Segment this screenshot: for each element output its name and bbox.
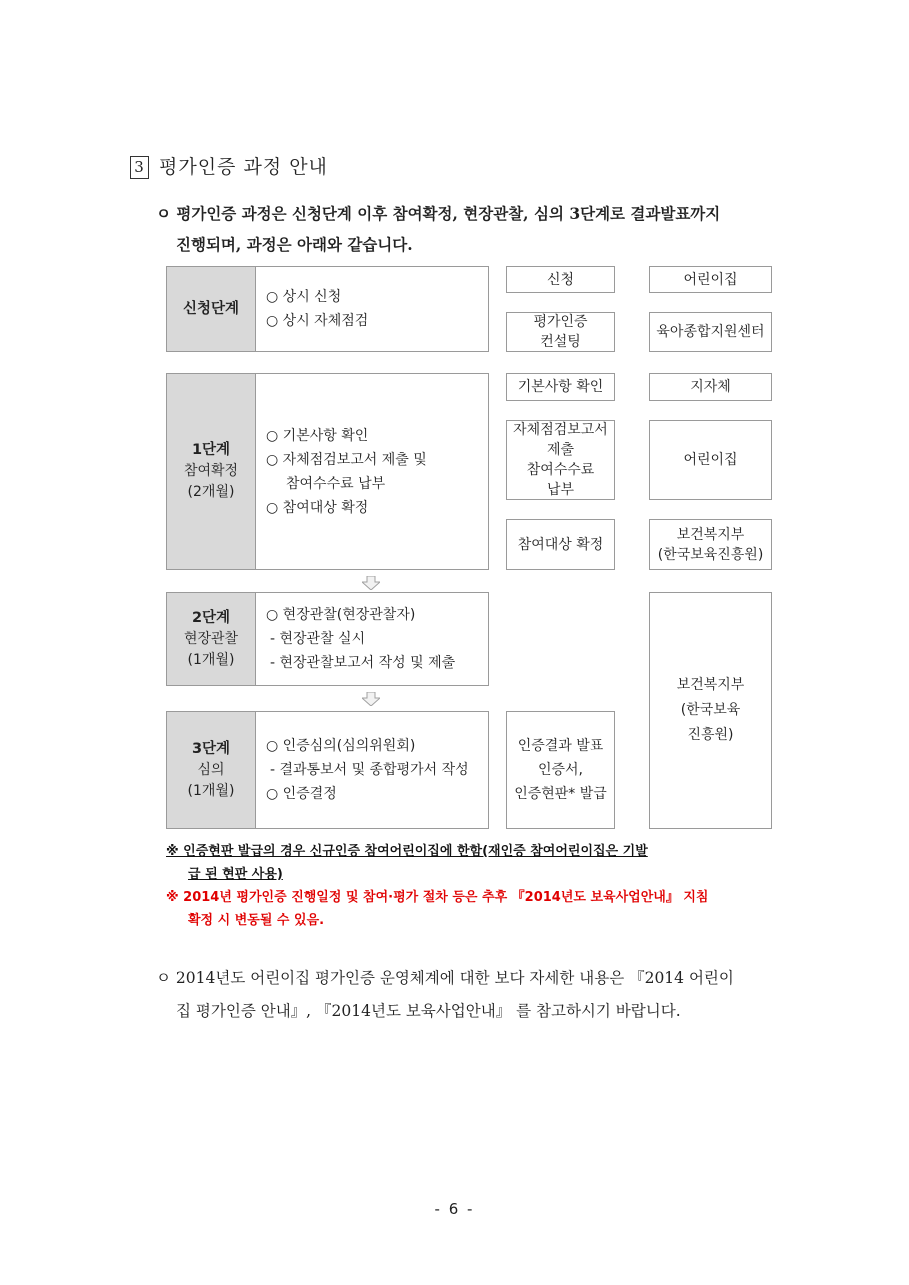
actor-ministry-2-line: (한국보육 (680, 702, 741, 718)
stage-apply-body (256, 267, 488, 351)
stage-apply-label (167, 267, 256, 351)
stage-1-title: 1단계 (191, 442, 231, 458)
actor-ministry-2-line: 보건복지부 (676, 677, 745, 693)
task-report-line: 자체점검보고서 (513, 422, 608, 438)
stage-2-sub: 현장관찰 (183, 630, 239, 647)
actor-ministry-1-line: 보건복지부 (676, 526, 745, 543)
task-result-line: 인증현판* 발급 (514, 786, 607, 802)
outro-line-2: 집 평가인증 안내』, 『2014년도 보육사업안내』 를 참고하시기 바랍니다. (176, 1002, 681, 1020)
actor-ministry-2 (649, 592, 772, 829)
stage-1-period: (2개월) (187, 484, 235, 500)
task-report-line: 참여수수료 (526, 462, 595, 478)
stage-1 (166, 373, 489, 570)
note-schedule-line-2: 확정 시 변동될 수 있음. (188, 913, 325, 928)
task-confirm-label: 참여대상 확정 (517, 536, 604, 553)
task-consulting-line: 평가인증 (533, 314, 588, 330)
down-arrow-icon (362, 576, 380, 590)
stage-2-period: (1개월) (187, 651, 235, 668)
intro-paragraph (156, 198, 786, 260)
stage-2 (166, 592, 489, 686)
stage-2-item: - 현장관찰 실시 (270, 631, 366, 647)
actor-ministry-1 (649, 519, 772, 570)
stage-apply-item: ○ 상시 자체점검 (266, 313, 369, 329)
outro-paragraph (156, 962, 786, 1028)
actor-daycare-1 (649, 266, 772, 293)
task-report-line: 제출 (546, 442, 575, 458)
actor-ministry-2-line: 진흥원) (687, 727, 734, 743)
task-basic-check (506, 373, 615, 401)
intro-line-1: ㅇ 평가인증 과정은 신청단계 이후 참여확정, 현장관찰, 심의 3단계로 결과발표까지 (156, 204, 721, 223)
stage-apply (166, 266, 489, 352)
stage-3-sub: 심의 (197, 761, 225, 778)
task-confirm (506, 519, 615, 570)
stage-2-title: 2단계 (191, 609, 231, 626)
actor-daycare-1-label: 어린이집 (683, 271, 738, 288)
stage-1-body (256, 374, 488, 569)
stage-1-item: 참여수수료 납부 (286, 475, 386, 492)
actor-support-center-label: 육아종합지원센터 (656, 324, 765, 340)
task-result-line: 인증서, (537, 762, 584, 778)
note-plaque-line-2: 급 된 현판 사용) (188, 867, 283, 882)
stage-3-item: ○ 인증결정 (266, 786, 337, 802)
stage-3-label (167, 712, 256, 828)
stage-1-sub: 참여확정 (183, 463, 239, 479)
task-report (506, 420, 615, 500)
stage-3-item: ○ 인증심의(심의위원회) (266, 738, 416, 754)
actor-daycare-2 (649, 420, 772, 500)
stage-3-item: - 결과통보서 및 종합평가서 작성 (270, 762, 469, 778)
stage-3-title: 3단계 (191, 740, 231, 757)
outro-line-1: ㅇ 2014년도 어린이집 평가인증 운영체계에 대한 보다 자세한 내용은 『2014 어린이 (156, 969, 734, 987)
down-arrow-icon (362, 692, 380, 706)
note-plaque-line-1: ※ 인증현판 발급의 경우 신규인증 참여어린이집에 한함(재인증 참여어린이집은 기발 (166, 844, 648, 859)
note-schedule (166, 886, 782, 932)
section-number: 3 (130, 156, 149, 179)
stage-2-body (256, 593, 488, 685)
stage-2-label (167, 593, 256, 685)
stage-3-period: (1개월) (187, 782, 235, 799)
section-heading (130, 152, 328, 179)
section-title: 평가인증 과정 안내 (159, 156, 328, 178)
task-apply-label: 신청 (546, 271, 575, 288)
task-consulting (506, 312, 615, 352)
page-number: - 6 - (434, 1200, 475, 1218)
stage-1-item: ○ 자체점검보고서 제출 및 (266, 451, 427, 468)
stage-2-item: - 현장관찰보고서 작성 및 제출 (270, 655, 456, 671)
stage-1-item: ○ 참여대상 확정 (266, 499, 369, 516)
stage-2-item: ○ 현장관찰(현장관찰자) (266, 607, 416, 623)
actor-ministry-1-line: (한국보육진흥원) (657, 546, 764, 563)
stage-apply-title: 신청단계 (182, 300, 240, 317)
task-basic-check-label: 기본사항 확인 (517, 379, 604, 395)
task-result (506, 711, 615, 829)
actor-daycare-2-label: 어린이집 (683, 452, 738, 468)
task-apply (506, 266, 615, 293)
stage-1-item: ○ 기본사항 확인 (266, 427, 369, 444)
task-result-line: 인증결과 발표 (517, 738, 604, 754)
intro-line-2: 진행되며, 과정은 아래와 같습니다. (176, 235, 413, 254)
actor-local-gov (649, 373, 772, 401)
stage-1-label (167, 374, 256, 569)
note-plaque (166, 840, 782, 886)
stage-apply-item: ○ 상시 신청 (266, 289, 342, 305)
task-consulting-line: 컨설팅 (540, 334, 581, 350)
task-report-line: 납부 (546, 482, 575, 498)
stage-3-body (256, 712, 488, 828)
note-schedule-line-1: ※ 2014년 평가인증 진행일정 및 참여·평가 절차 등은 추후 『2014년도 보육사업안내』 지침 (166, 890, 709, 905)
actor-support-center (649, 312, 772, 352)
actor-local-gov-label: 지자체 (690, 379, 731, 395)
stage-3 (166, 711, 489, 829)
